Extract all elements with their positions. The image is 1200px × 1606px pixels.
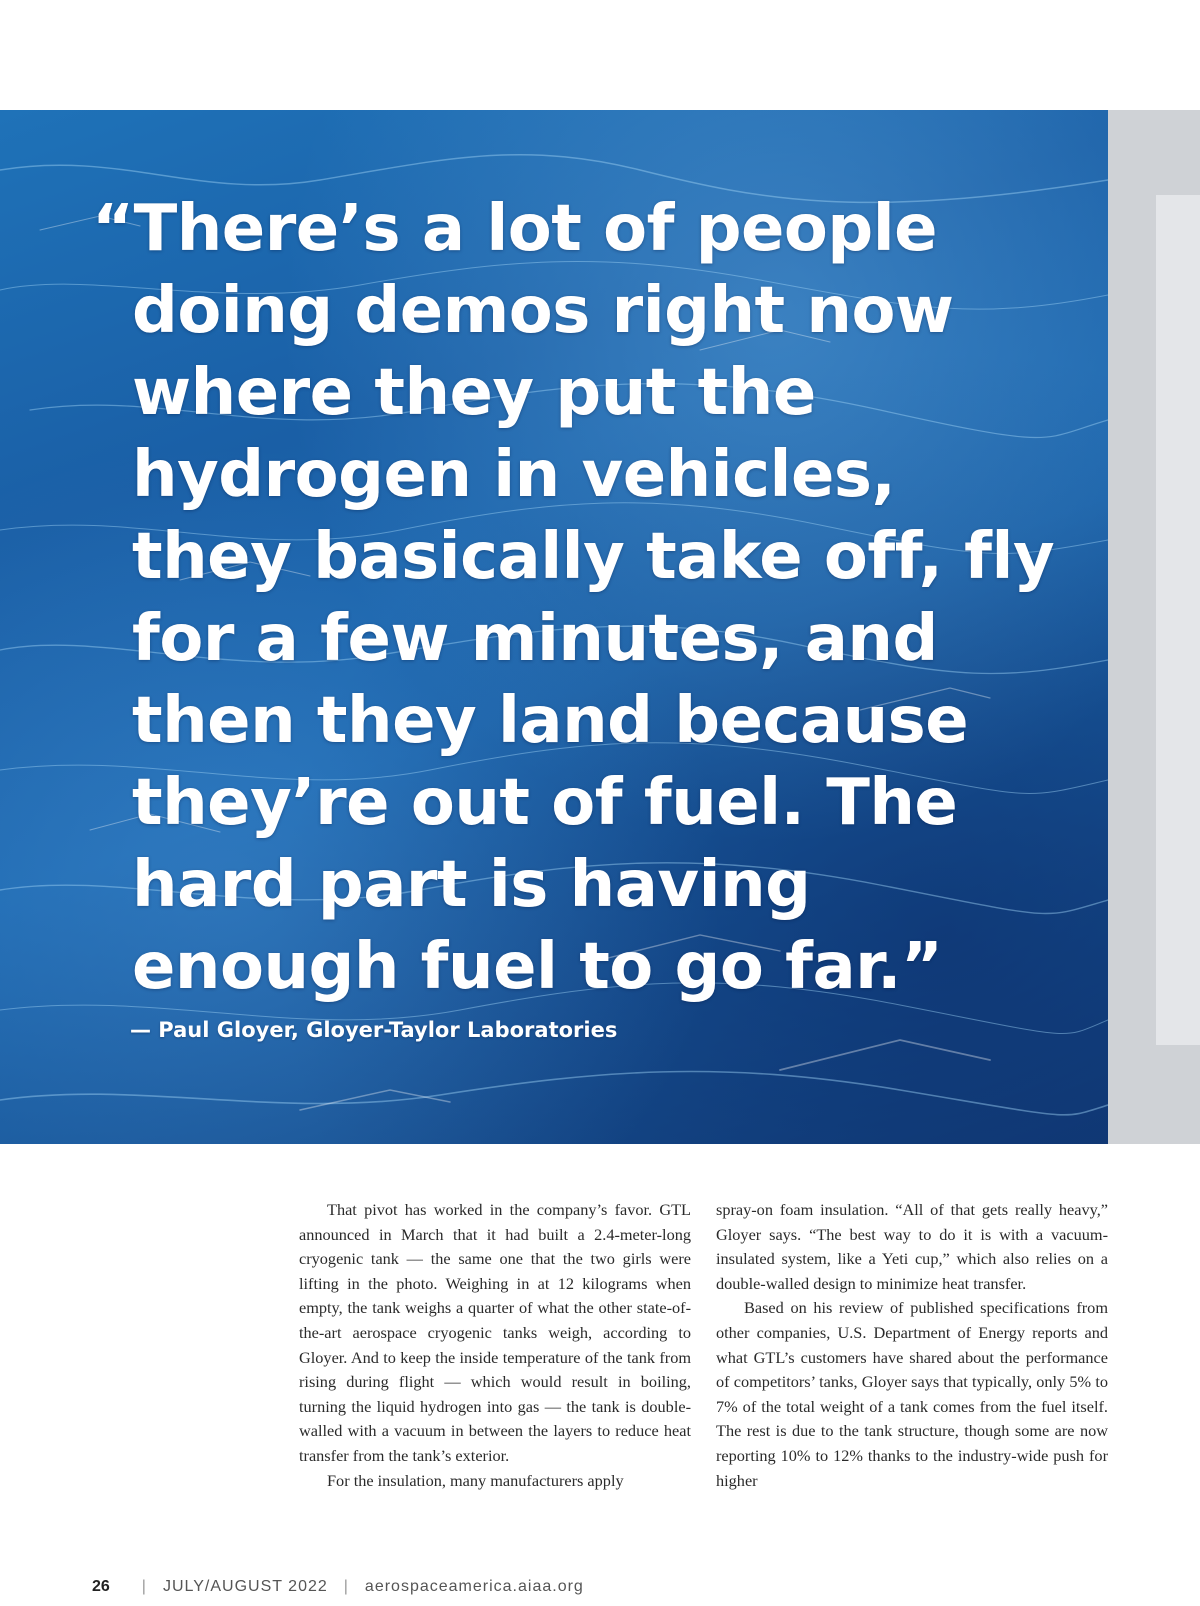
page-number: 26	[92, 1578, 110, 1595]
article-column-left	[299, 1198, 691, 1493]
issue-date: JULY/AUGUST 2022	[162, 1578, 328, 1595]
pull-quote-line: then they land because	[132, 684, 969, 758]
pull-quote-line: enough fuel to go far.”	[132, 930, 943, 1004]
pull-quote-line: doing demos right now	[132, 274, 954, 348]
website-link[interactable]: aerospaceamerica.aiaa.org	[364, 1578, 584, 1595]
pull-quote-panel	[0, 110, 1108, 1144]
pull-quote-line: they’re out of fuel. The	[132, 766, 958, 840]
pull-quote-line: “There’s a lot of people	[92, 192, 938, 266]
side-tab-inset	[1156, 195, 1200, 1045]
pull-quote-line: for a few minutes, and	[132, 602, 938, 676]
article-paragraph: That pivot has worked in the company’s favor. GTL announced in March that it had built a 2.4-meter-long cryogenic tank — the same one that the two girls were lifting in the photo. Weighing in at 12 kilograms when empty, the tank weighs a quarter of what the other state-of-the-art aerospace cryogenic tanks weigh, according to Gloyer. And to keep the inside temperature of the tank from rising during flight — which would result in boiling, turning the liquid hydrogen into gas — the tank is double-walled with a vacuum in between the layers to reduce heat transfer from the tank’s exterior.	[299, 1200, 691, 1465]
pull-quote-line: they basically take off, fly	[132, 520, 1055, 594]
article-column-right	[716, 1198, 1108, 1493]
pull-quote	[92, 188, 1082, 1008]
side-tab-decoration	[1108, 110, 1200, 1144]
footer-separator: |	[141, 1578, 147, 1595]
pull-quote-line: where they put the	[132, 356, 816, 430]
pull-quote-line: hydrogen in vehicles,	[132, 438, 896, 512]
quote-attribution: — Paul Gloyer, Gloyer-Taylor Laboratories	[130, 1018, 618, 1042]
article-paragraph: Based on his review of published specifications from other companies, U.S. Department of Energy reports and what GTL’s customers have shared about the performance of competitors’ tanks, Gloyer says that typically, only 5% to 7% of the total weight of a tank comes from the fuel itself. The rest is due to the tank structure, though some are now reporting 10% to 12% thanks to the industry-wide push for higher	[716, 1298, 1108, 1490]
article-paragraph: For the insulation, many manufacturers apply	[327, 1470, 624, 1490]
pull-quote-line: hard part is having	[132, 848, 811, 922]
footer-separator: |	[343, 1578, 349, 1595]
page-footer	[92, 1578, 584, 1596]
article-paragraph: spray-on foam insulation. “All of that gets really heavy,” Gloyer says. “The best way to do it is with a vacuum-insulated system, like a Yeti cup,” which also relies on a double-walled design to minimize heat transfer.	[716, 1200, 1108, 1293]
